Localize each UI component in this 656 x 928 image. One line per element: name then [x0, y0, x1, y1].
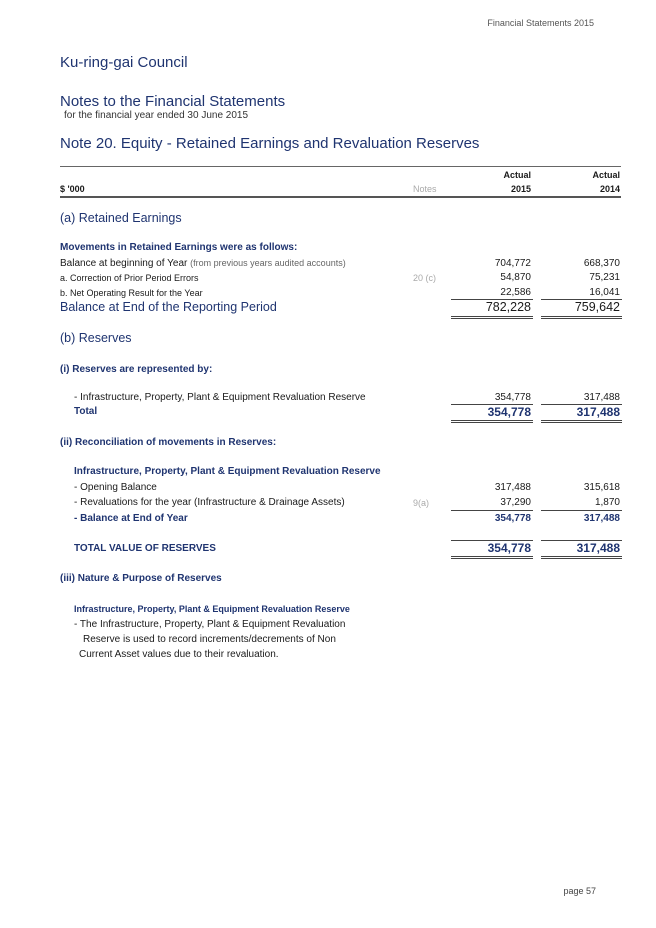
page-number: page 57: [563, 886, 596, 896]
ippe-reserve-2014: 317,488: [583, 392, 620, 403]
nature-line-1: - The Infrastructure, Property, Plant & Equipment Revaluation: [74, 619, 346, 630]
nature-line-3: Current Asset values due to their revaluation.: [79, 649, 279, 660]
total-value-2015: 354,778: [487, 541, 531, 555]
ippe-recon-heading: Infrastructure, Property, Plant & Equipment Revaluation Reserve: [74, 466, 381, 477]
council-name: Ku-ring-gai Council: [60, 54, 188, 71]
nature-sub-heading: Infrastructure, Property, Plant & Equipment Revaluation Reserve: [74, 604, 350, 614]
row-opening-2015: 704,772: [494, 258, 531, 269]
nature-heading: (iii) Nature & Purpose of Reserves: [60, 573, 222, 584]
double-rule-total-2014: [541, 420, 622, 423]
row-correction-label: a. Correction of Prior Period Errors: [60, 273, 199, 283]
double-rule-total-value-2014: [541, 556, 622, 559]
double-rule-2014: [541, 316, 622, 319]
notes-column-label: Notes: [413, 184, 437, 194]
document-header-title: Financial Statements 2015: [487, 18, 594, 28]
nature-line-2: Reserve is used to record increments/decrements of Non: [83, 634, 336, 645]
revaluations-2014: 1,870: [594, 497, 620, 508]
row-opening-label: Balance at beginning of Year (from previous years audited accounts): [60, 258, 346, 269]
header-bottom-rule: [60, 196, 621, 198]
row-net-result-2015: 22,586: [500, 287, 531, 298]
retained-earnings-heading: (a) Retained Earnings: [60, 211, 182, 225]
total-2014: 317,488: [576, 405, 620, 419]
represented-heading: (i) Reserves are represented by:: [60, 364, 213, 375]
notes-subtitle: for the financial year ended 30 June 2015: [64, 110, 249, 121]
row-net-result-label: b. Net Operating Result for the Year: [60, 288, 203, 298]
opening-balance-label: - Opening Balance: [74, 482, 157, 493]
balance-end-2014: 759,642: [574, 300, 620, 314]
total-value-2014: 317,488: [576, 541, 620, 555]
rule-closing-2014: [541, 510, 622, 511]
col-2015-actual: Actual: [503, 170, 531, 180]
notes-title: Notes to the Financial Statements: [60, 93, 286, 110]
row-correction-2015: 54,870: [500, 272, 531, 283]
revaluations-note: 9(a): [413, 498, 430, 508]
double-rule-total-2015: [451, 420, 533, 423]
revaluations-label: - Revaluations for the year (Infrastructure & Drainage Assets): [74, 497, 345, 508]
ippe-reserve-2015: 354,778: [494, 392, 531, 403]
ippe-reserve-label: - Infrastructure, Property, Plant & Equipment Revaluation Reserve: [74, 392, 366, 403]
row-correction-note: 20 (c): [413, 273, 437, 283]
row-correction-2014: 75,231: [589, 272, 620, 283]
header-top-rule: [60, 166, 621, 167]
revaluations-2015: 37,290: [500, 497, 531, 508]
total-2015: 354,778: [487, 405, 531, 419]
closing-balance-2015: 354,778: [494, 513, 531, 524]
opening-balance-2014: 315,618: [583, 482, 620, 493]
recon-heading: (ii) Reconciliation of movements in Reserves:: [60, 437, 277, 448]
col-2015-year: 2015: [510, 184, 531, 194]
double-rule-2015: [451, 316, 533, 319]
opening-balance-2015: 317,488: [494, 482, 531, 493]
balance-end-2015: 782,228: [485, 300, 531, 314]
reserves-heading: (b) Reserves: [60, 331, 132, 345]
col-2014-actual: Actual: [592, 170, 620, 180]
col-2014-year: 2014: [599, 184, 620, 194]
row-opening-2014: 668,370: [583, 258, 620, 269]
closing-balance-2014: 317,488: [583, 513, 620, 524]
row-net-result-2014: 16,041: [589, 287, 620, 298]
rule-closing-2015: [451, 510, 533, 511]
double-rule-total-value-2015: [451, 556, 533, 559]
units-label: $ '000: [60, 184, 85, 194]
total-label: Total: [74, 406, 98, 417]
note-title: Note 20. Equity - Retained Earnings and Revaluation Reserves: [60, 135, 480, 152]
balance-end-label: Balance at End of the Reporting Period: [60, 300, 277, 314]
total-value-label: TOTAL VALUE OF RESERVES: [74, 543, 216, 554]
closing-balance-label: - Balance at End of Year: [74, 513, 188, 524]
movements-heading: Movements in Retained Earnings were as follows:: [60, 242, 298, 253]
